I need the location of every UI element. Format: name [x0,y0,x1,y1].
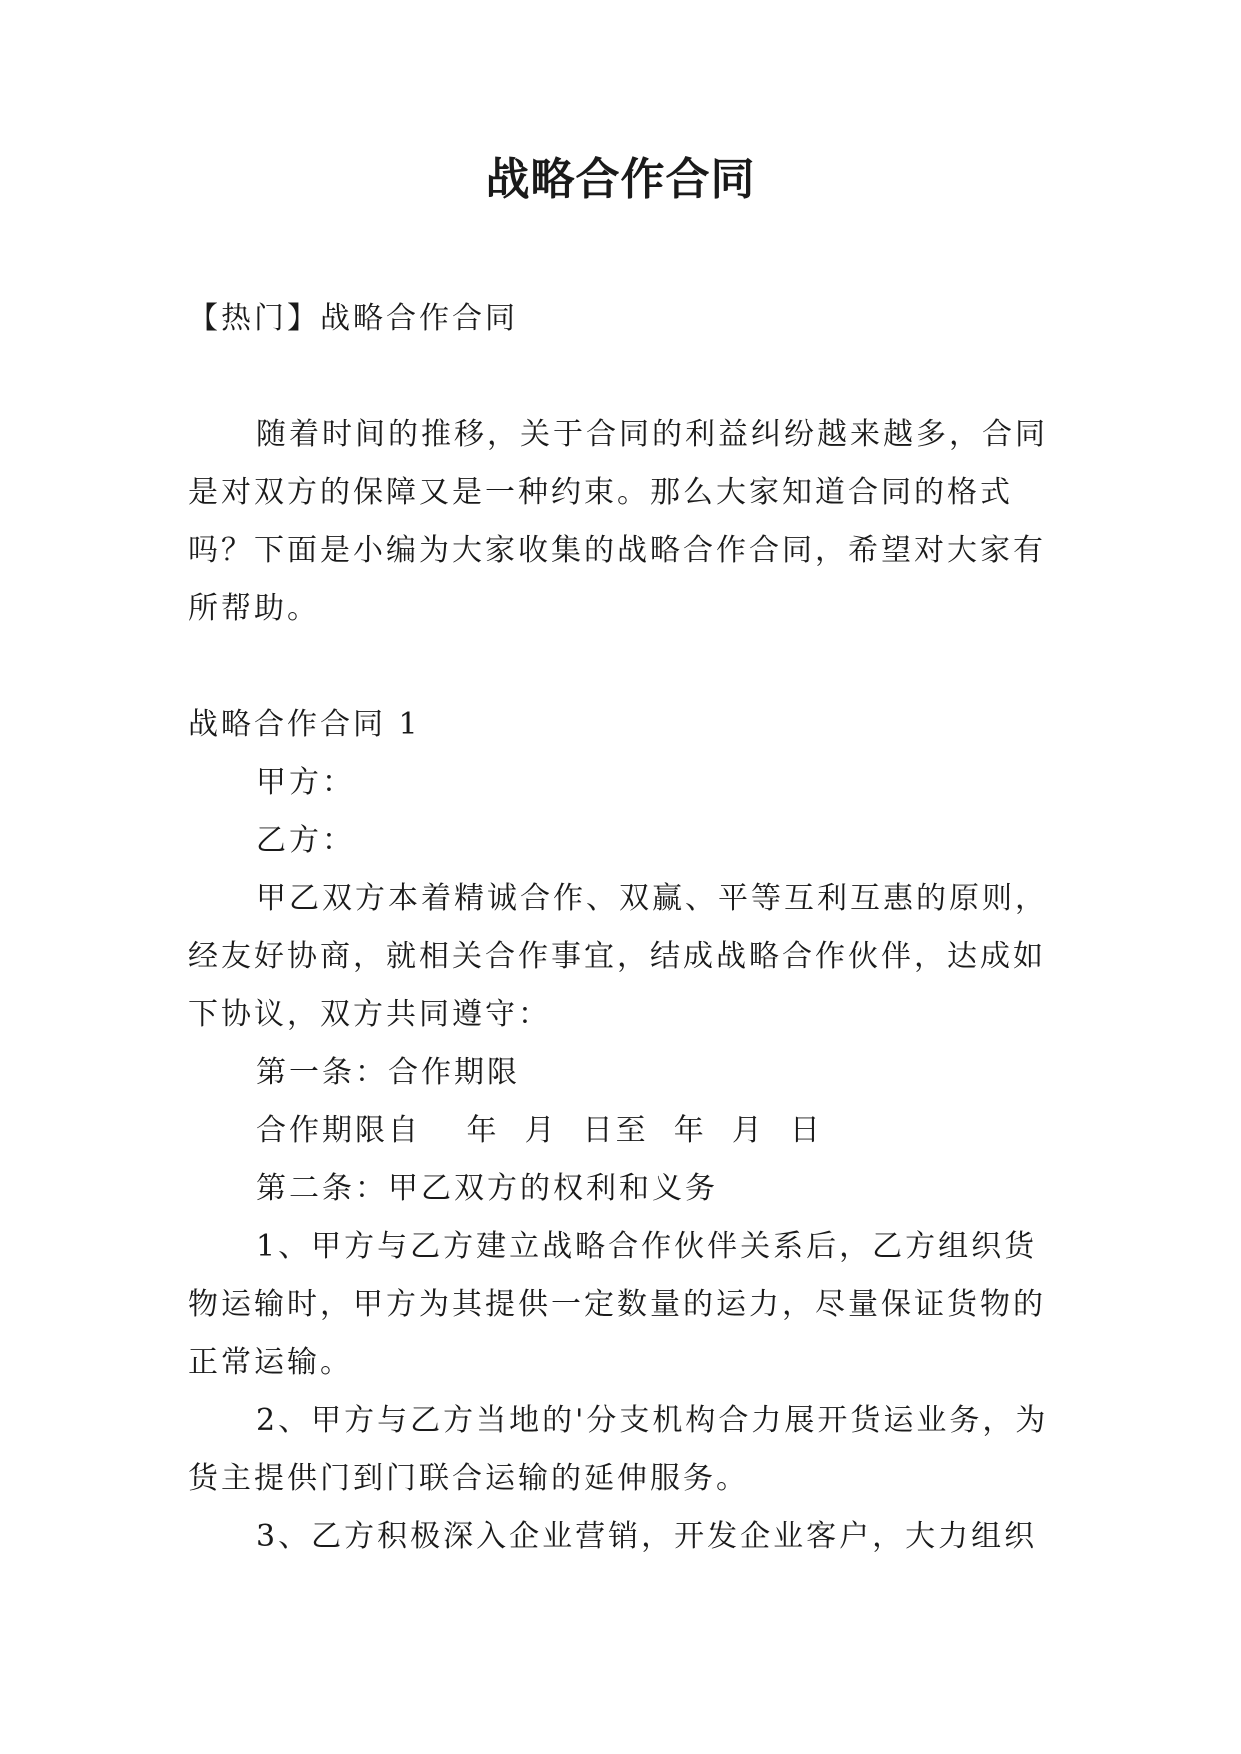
intro-paragraph: 随着时间的推移，关于合同的利益纠纷越来越多，合同是对双方的保障又是一种约束。那么大家知道合同的格式吗？下面是小编为大家收集的战略合作合同，希望对大家有所帮助。 [188,417,1048,626]
article-2-heading: 第二条：甲乙双方的权利和义务 [256,1171,718,1206]
hot-tag-line: 【热门】战略合作合同 [188,301,518,336]
clause-2-paragraph: 2、甲方与乙方当地的'分支机构合力展开货运业务，为货主提供门到门联合运输的延伸服务。 [188,1403,1049,1496]
clause-1-paragraph: 1、甲方与乙方建立战略合作伙伴关系后，乙方组织货物运输时，甲方为其提供一定数量的运力，尽量保证货物的正常运输。 [188,1229,1046,1380]
document-body [188,290,1068,1566]
preamble-paragraph: 甲乙双方本着精诚合作、双赢、平等互利互惠的原则，经友好协商，就相关合作事宜，结成战略合作伙伴，达成如下协议，双方共同遵守： [188,881,1048,1032]
article-1-heading: 第一条：合作期限 [256,1055,520,1090]
clause-3-paragraph: 3、乙方积极深入企业营销，开发企业客户，大力组织 [256,1519,1038,1554]
document-title: 战略合作合同 [485,154,756,205]
article-1-text: 合作期限自 年 月 日至 年 月 日 [256,1113,823,1148]
section-heading: 战略合作合同 1 [188,707,421,742]
party-a-line: 甲方： [256,765,355,800]
party-b-line: 乙方： [256,823,355,858]
